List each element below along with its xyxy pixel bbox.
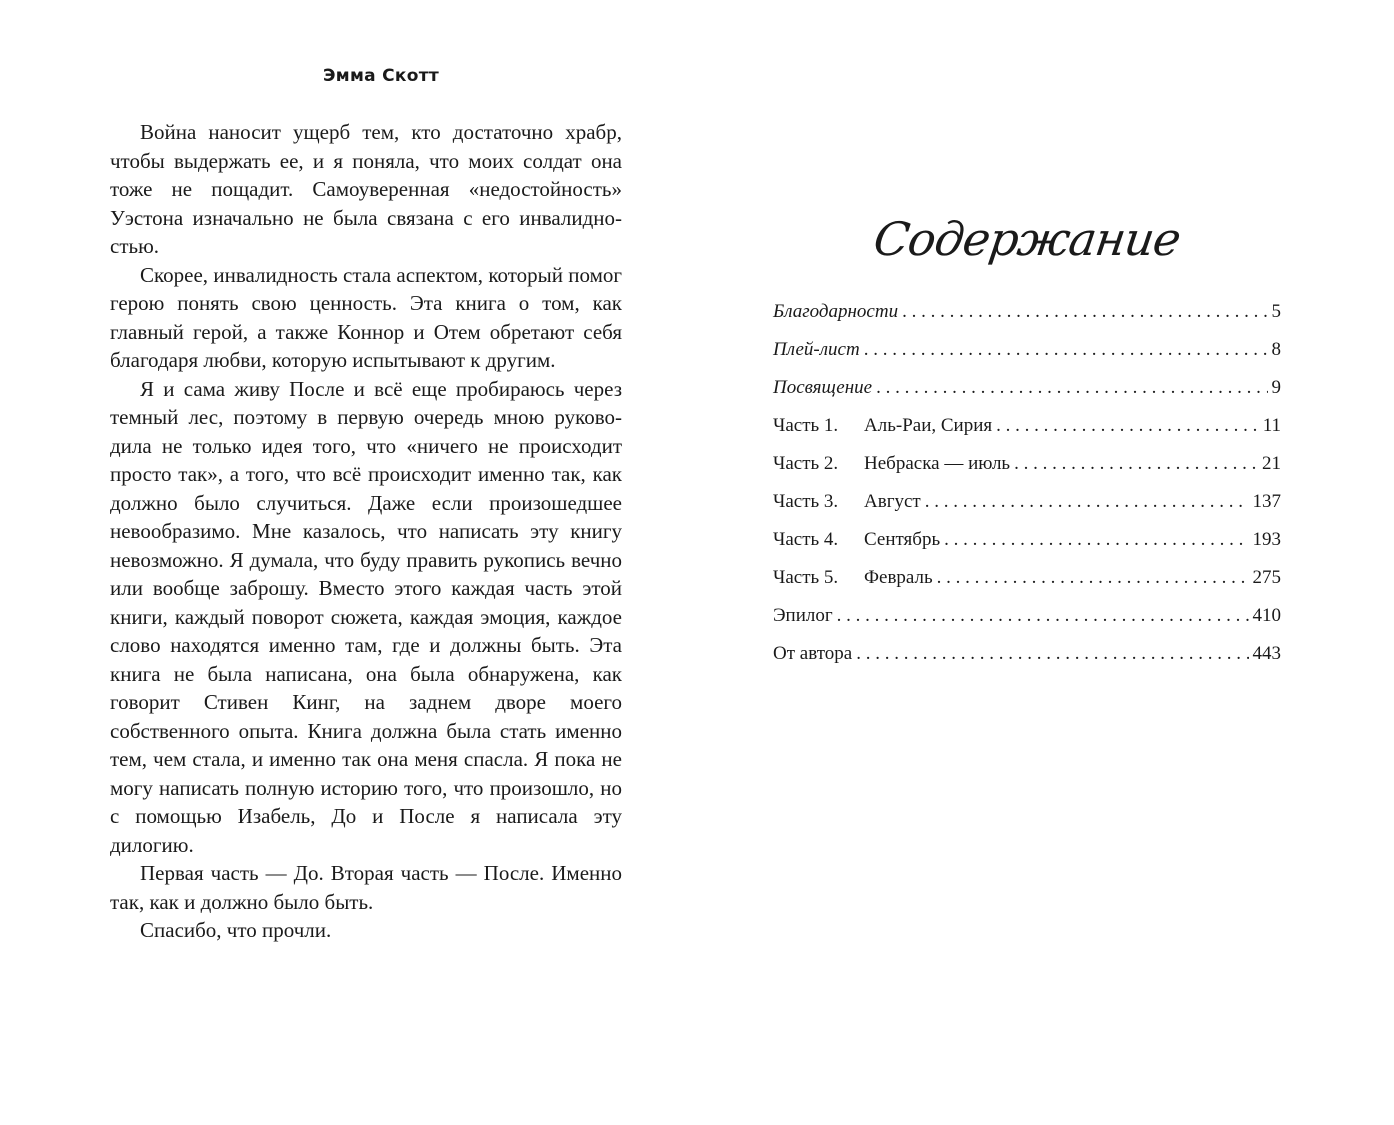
toc-entry[interactable] — [773, 449, 1281, 487]
toc-entry-page: 443 — [1252, 643, 1281, 664]
toc-leader-dots — [837, 601, 1249, 631]
toc-entry-title: Небраска — июль — [864, 453, 1011, 474]
toc-entry-label — [773, 525, 940, 555]
toc-entry-title: Плей-лист — [773, 339, 860, 360]
paragraph: Первая часть — До. Вторая часть — После. Именно так, как и должно было быть. — [110, 861, 622, 914]
toc-entry[interactable] — [773, 411, 1281, 449]
toc-leader-dots — [937, 563, 1249, 593]
body-text — [110, 118, 622, 945]
toc-entry[interactable] — [773, 601, 1281, 639]
toc-entry-title: Август — [864, 491, 921, 512]
toc-leader-dots — [876, 373, 1267, 403]
toc-entry[interactable] — [773, 525, 1281, 563]
toc-entry[interactable] — [773, 639, 1281, 677]
paragraph: Скорее, инвалидность стала аспектом, который помог герою понять свою ценность. Эта книга о том, как главный герой, а также Коннор и Отем обретают себя благодаря любви, которую испытывают к другим. — [110, 262, 622, 372]
toc-leader-dots — [944, 525, 1248, 555]
toc-entry-part: Часть 2. — [773, 453, 839, 474]
toc-entry-page: 410 — [1252, 605, 1281, 626]
toc-entry-title: От автора — [773, 643, 853, 664]
toc-leader-dots — [856, 639, 1248, 669]
toc-entry-page: 275 — [1252, 567, 1281, 588]
toc-leader-dots — [902, 297, 1267, 327]
toc-entry-page: 11 — [1262, 415, 1281, 436]
toc-title: Содержание — [870, 212, 1184, 266]
toc-entry-page: 137 — [1252, 491, 1281, 512]
right-page — [697, 0, 1394, 1125]
toc-entry-label — [773, 563, 933, 593]
paragraph: Я и сама живу После и всё еще пробираюсь через темный лес, поэтому в первую очередь мною руководила не только идея того, что «ничего не происходит просто так», а того, что всё происходит именно так, как должно было случиться. Даже если произошедшее невообразимо. Мне казалось, что написать эту книгу невозможно. Я думала, что буду править рукопись вечно или вообще заброшу. Вместо этого каждая часть этой книги, каждый поворот сюжета, каждая эмоция, каждое слово находятся именно там, где и должны быть. Эта книга не была написана, она была обнаружена, как говорит Стивен Кинг, на заднем дворе моего собственного опыта. Книга должна была стать именно тем, чем стала, и именно так она меня спасла. Я пока не могу написать полную историю того, что произошло, но с помощью Изабель, До и После я написала эту дилогию. — [110, 376, 622, 857]
toc-entry-page: 8 — [1271, 339, 1281, 360]
toc-entry-label — [773, 487, 921, 517]
toc-entry-title: Сентябрь — [864, 529, 941, 550]
toc-entry-part: Часть 4. — [773, 529, 839, 550]
toc-entry-page: 193 — [1252, 529, 1281, 550]
toc-entry[interactable] — [773, 373, 1281, 411]
toc-entry-label — [773, 449, 1010, 479]
toc-entry[interactable] — [773, 297, 1281, 335]
toc-entry-title: Аль-Раи, Сирия — [864, 415, 993, 436]
toc-entry-title: Благодарности — [773, 301, 899, 322]
toc-entry-part: Часть 5. — [773, 567, 839, 588]
toc-entry-title: Эпилог — [773, 605, 833, 626]
toc-leader-dots — [1014, 449, 1258, 479]
toc-entry-part: Часть 1. — [773, 415, 839, 436]
toc-entry-page: 9 — [1271, 377, 1281, 398]
toc-entry[interactable] — [773, 487, 1281, 525]
toc-entry-page: 21 — [1262, 453, 1281, 474]
toc-entry-page: 5 — [1271, 301, 1281, 322]
toc-entry-title: Посвящение — [773, 377, 873, 398]
toc-entry[interactable] — [773, 335, 1281, 373]
toc-entry-label — [773, 411, 992, 441]
toc-leader-dots — [925, 487, 1249, 517]
table-of-contents — [773, 297, 1281, 677]
toc-entry-title: Февраль — [864, 567, 933, 588]
toc-entry[interactable] — [773, 563, 1281, 601]
paragraph: Война наносит ущерб тем, кто достаточно храбр, чтобы выдержать ее, и я поняла, что моих солдат она тоже не пощадит. Самоуверенная «недостойность» Уэстона изначально не была связана с его инвалидностью. — [110, 120, 622, 258]
running-head-author: Эмма Скотт — [322, 66, 440, 86]
toc-leader-dots — [864, 335, 1268, 365]
toc-entry-part: Часть 3. — [773, 491, 839, 512]
toc-leader-dots — [996, 411, 1259, 441]
paragraph: Спасибо, что прочли. — [140, 918, 332, 942]
